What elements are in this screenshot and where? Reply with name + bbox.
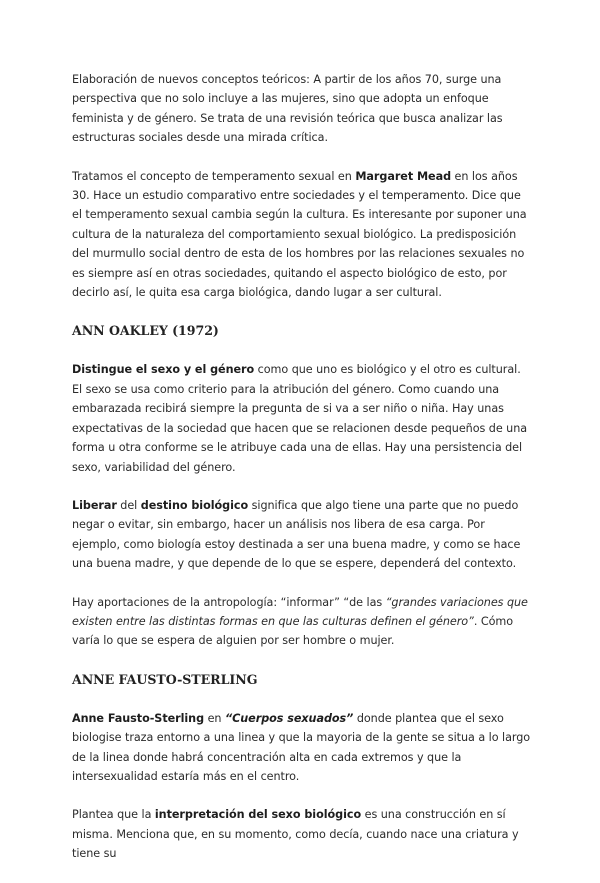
paragraph-text-rest: en los años 30. Hace un estudio comparativo entre sociedades y el temperamento. Dice que el temperamento sexual cambia según la cultura. Es interesante por suponer una cultura de la naturaleza del comportamiento sexual biológico. La predisposición del murmullo social dentro de esta de los hombres por las relaciones sexuales no es siempre así en otras sociedades, quitando el aspecto biológico de esto, por decirlo así, le quita esa carga biológica, dando lugar a ser cultural. xyxy=(72,169,527,300)
document-body xyxy=(72,70,532,883)
bold-author: Anne Fausto-Sterling xyxy=(72,711,205,725)
paragraph-antropologia xyxy=(72,593,532,651)
heading-anne-fausto-sterling: ANNE FAUSTO-STERLING xyxy=(72,671,258,687)
paragraph-text-lead: Hay aportaciones de la antropología: “informar” “de las xyxy=(72,595,386,609)
paragraph-text-rest: es una construcción en sí misma. Menciona que, en su momento, como decía, cuando nace una criatura y tiene su xyxy=(72,808,519,861)
paragraph-text: Elaboración de nuevos conceptos teóricos: A partir de los años 70, surge una perspectiva que no solo incluye a las mujeres, sino que adopta un enfoque feminista y de género. Se trata de una revisión teórica que busca analizar las estructuras sociales desde una mirada crítica. xyxy=(72,73,503,145)
paragraph-text-rest: como que uno es biológico y el otro es cultural. El sexo se usa como criterio para la atribución del género. Como cuando una embarazada recibirá siempre la pregunta de si va a ser niño o niña. Hay unas expectativas de la sociedad que hacen que se relacionen desde pequeños de una forma u otra conforme se le atribuye cada una de ellas. Hay una persistencia del sexo, variabilidad del género. xyxy=(72,363,528,474)
heading-ann-oakley: ANN OAKLEY (1972) xyxy=(72,323,219,339)
italic-quote: “grandes variaciones que existen entre las distintas formas en que las culturas definen el género” xyxy=(72,595,528,628)
book-title: “Cuerpos sexuados” xyxy=(224,711,354,725)
bold-interpretacion: interpretación del sexo biológico xyxy=(154,808,362,822)
bold-liberar: Liberar xyxy=(72,498,117,512)
paragraph-text-rest: significa que algo tiene una parte que no puedo negar o evitar, sin embargo, hacer un análisis nos libera de esa carga. Por ejemplo, como biología estoy destinada a ser una buena madre, y como se hace una buena madre, y que depende de lo que se espere, dependerá del contexto. xyxy=(72,498,521,571)
bold-margaret-mead: Margaret Mead xyxy=(355,169,452,183)
paragraph-sexo-genero xyxy=(72,360,532,476)
paragraph-text-mid: del xyxy=(116,498,141,512)
paragraph-margaret-mead xyxy=(72,167,532,303)
paragraph-text-rest: . Cómo varía lo que se espera de alguien por ser hombre o mujer. xyxy=(72,614,514,648)
paragraph-destino-biologico xyxy=(72,496,532,574)
paragraph-cuerpos-sexuados xyxy=(72,709,532,787)
bold-distingue: Distingue el sexo y el género xyxy=(72,363,255,377)
paragraph-text-lead: Tratamos el concepto de temperamento sexual en xyxy=(72,169,356,183)
bold-italic-book-title xyxy=(225,712,353,725)
paragraph-text-lead: Plantea que la xyxy=(72,808,155,822)
paragraph-conceptos-teoricos xyxy=(72,70,532,148)
paragraph-text-rest: donde plantea que el sexo biologise traza entorno a una linea y que la mayoria de la gente se situa a lo largo de la linea donde habrá concentración alta en cada extremos y que la intersexualidad estaría más en el centro. xyxy=(72,711,531,783)
bold-destino-biologico: destino biológico xyxy=(140,498,249,512)
paragraph-interpretacion xyxy=(72,805,532,863)
paragraph-text-mid: en xyxy=(204,711,225,725)
